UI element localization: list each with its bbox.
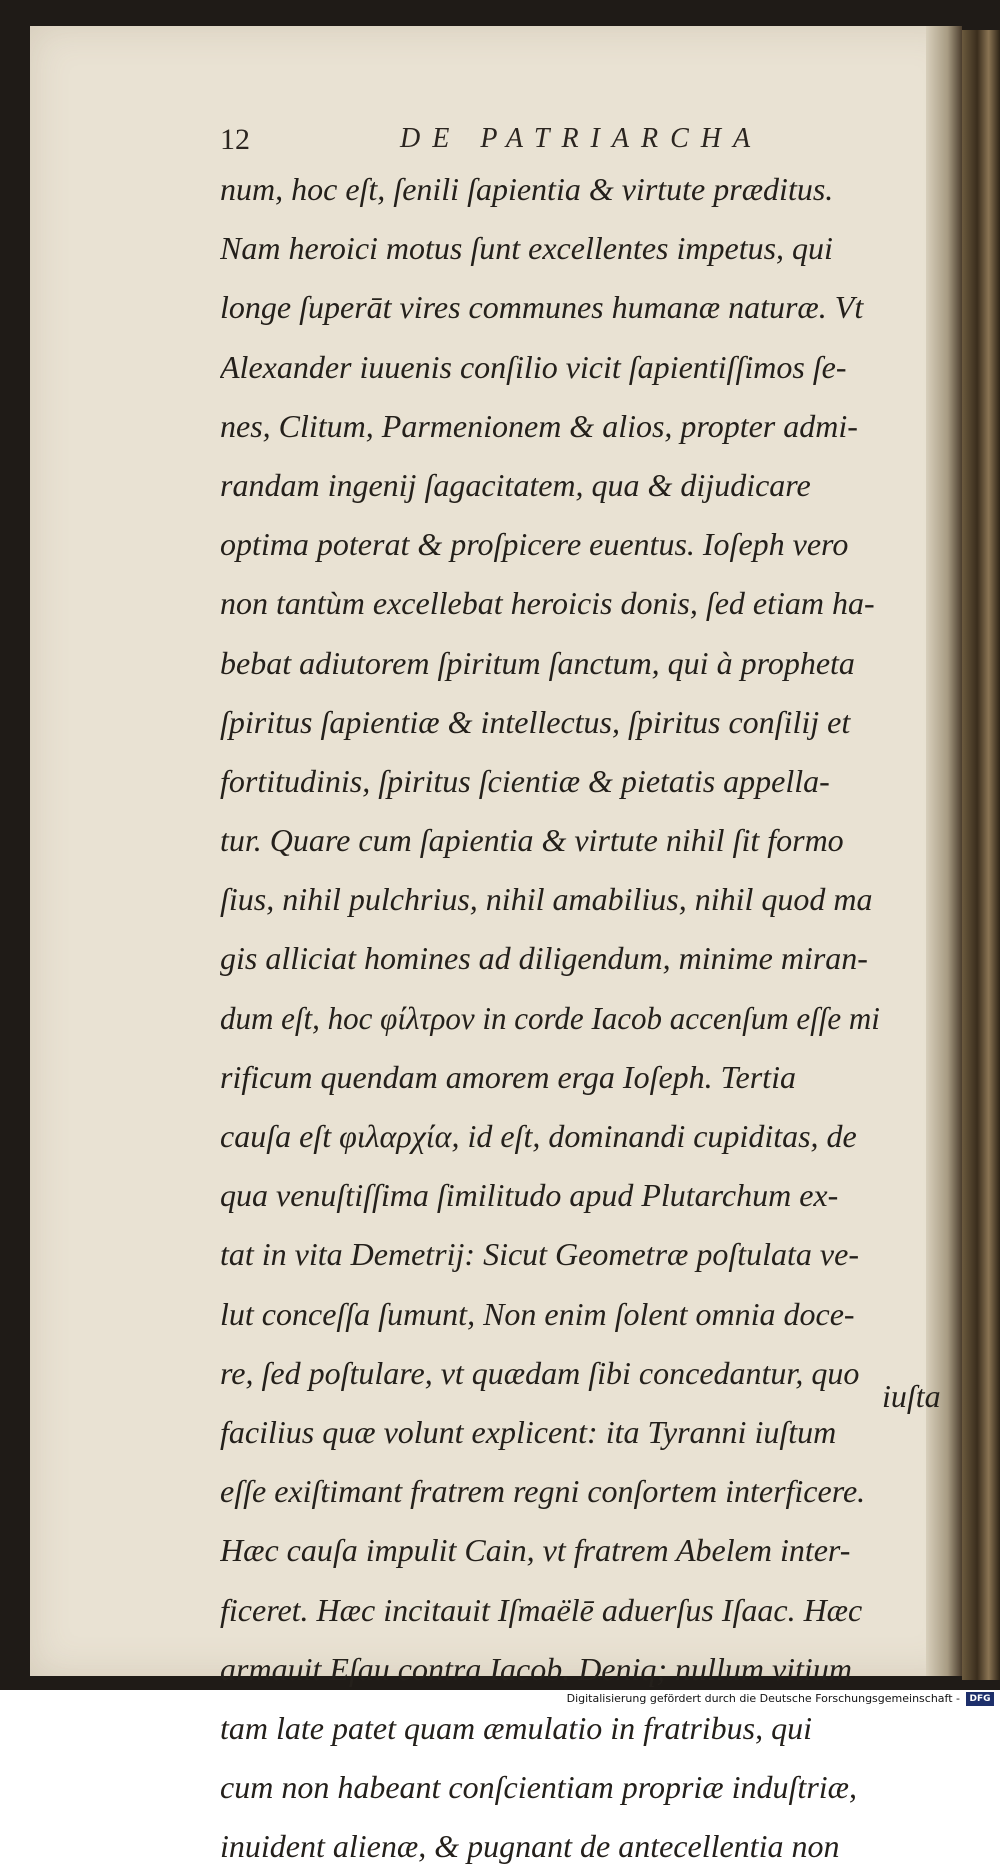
text-line: inuident alienæ, & pugnant de antecellentia non [220, 1828, 840, 1865]
text-line: Hæc cauſa impulit Cain, vt fratrem Abelem inter- [220, 1532, 851, 1569]
text-line: ficeret. Hæc incitauit Iſmaëlē aduerſus Iſaac. Hæc [220, 1591, 863, 1628]
book-spine [962, 30, 1000, 1680]
text-line: longe ſuperāt vires communes humanæ naturæ. Vt [220, 289, 864, 326]
dfg-logo: DFG [966, 1692, 994, 1706]
text-line: tur. Quare cum ſapientia & virtute nihil ſit formo [220, 822, 844, 859]
footer-credit: Digitalisierung gefördert durch die Deutsche Forschungsgemeinschaft - [566, 1692, 960, 1705]
text-line: facilius quæ volunt explicent: ita Tyranni iuſtum [220, 1413, 837, 1450]
text-line: eſſe exiſtimant fratrem regni conſortem interficere. [220, 1473, 866, 1510]
text-line: fortitudinis, ſpiritus ſcientiæ & pietatis appella- [220, 762, 830, 799]
digitization-footer [0, 1690, 1000, 1709]
text-line: tam late patet quam æmulatio in fratribus, qui [220, 1709, 813, 1746]
text-line: qua venuſtiſſima ſimilitudo apud Plutarchum ex- [220, 1177, 839, 1214]
text-line: num, hoc eſt, ſenili ſapientia & virtute præditus. [220, 171, 834, 207]
text-line: cum non habeant conſcientiam propriæ induſtriæ, [220, 1769, 857, 1806]
text-line: Alexander iuuenis conſilio vicit ſapientiſſimos ſe- [220, 348, 847, 385]
text-line: gis alliciat homines ad diligendum, minime miran- [220, 940, 868, 977]
text-line: ſpiritus ſapientiæ & intellectus, ſpiritus conſilij et [220, 703, 851, 740]
text-line: non tantùm excellebat heroicis donis, ſed etiam ha- [220, 585, 875, 622]
text-line: nes, Clitum, Parmenionem & alios, propter admi- [220, 407, 858, 444]
text-line: Nam heroici motus ſunt excellentes impetus, qui [220, 230, 833, 267]
text-line: bebat adiutorem ſpiritum ſanctum, qui à propheta [220, 644, 855, 681]
text-line: re, ſed poſtulare, vt quædam ſibi concedantur, quo [220, 1354, 860, 1391]
text-line: rificum quendam amorem erga Ioſeph. Tertia [220, 1058, 796, 1095]
text-line: armauit Eſau contra Iacob. Deniq; nullum vitium [220, 1650, 852, 1687]
catchword: iuſta [882, 1378, 941, 1414]
page-header [190, 115, 790, 155]
body-text [220, 160, 960, 1876]
page-number: 12 [220, 123, 250, 156]
text-line: randam ingenij ſagacitatem, qua & dijudicare [220, 466, 811, 503]
text-line: tat in vita Demetrij: Sicut Geometræ poſtulata ve- [220, 1236, 859, 1273]
running-title: DE PATRIARCHA [400, 123, 763, 154]
text-line: cauſa eſt φιλαρχία, id eſt, dominandi cupiditas, de [220, 1118, 857, 1154]
text-line: ſius, nihil pulchrius, nihil amabilius, nihil quod ma [220, 881, 873, 918]
text-line: dum eſt, hoc φίλτρον in corde Iacob accenſum eſſe mi [220, 999, 880, 1036]
text-line: lut conceſſa ſumunt, Non enim ſolent omnia doce- [220, 1295, 855, 1332]
text-line: optima poterat & proſpicere euentus. Ioſeph vero [220, 526, 849, 563]
